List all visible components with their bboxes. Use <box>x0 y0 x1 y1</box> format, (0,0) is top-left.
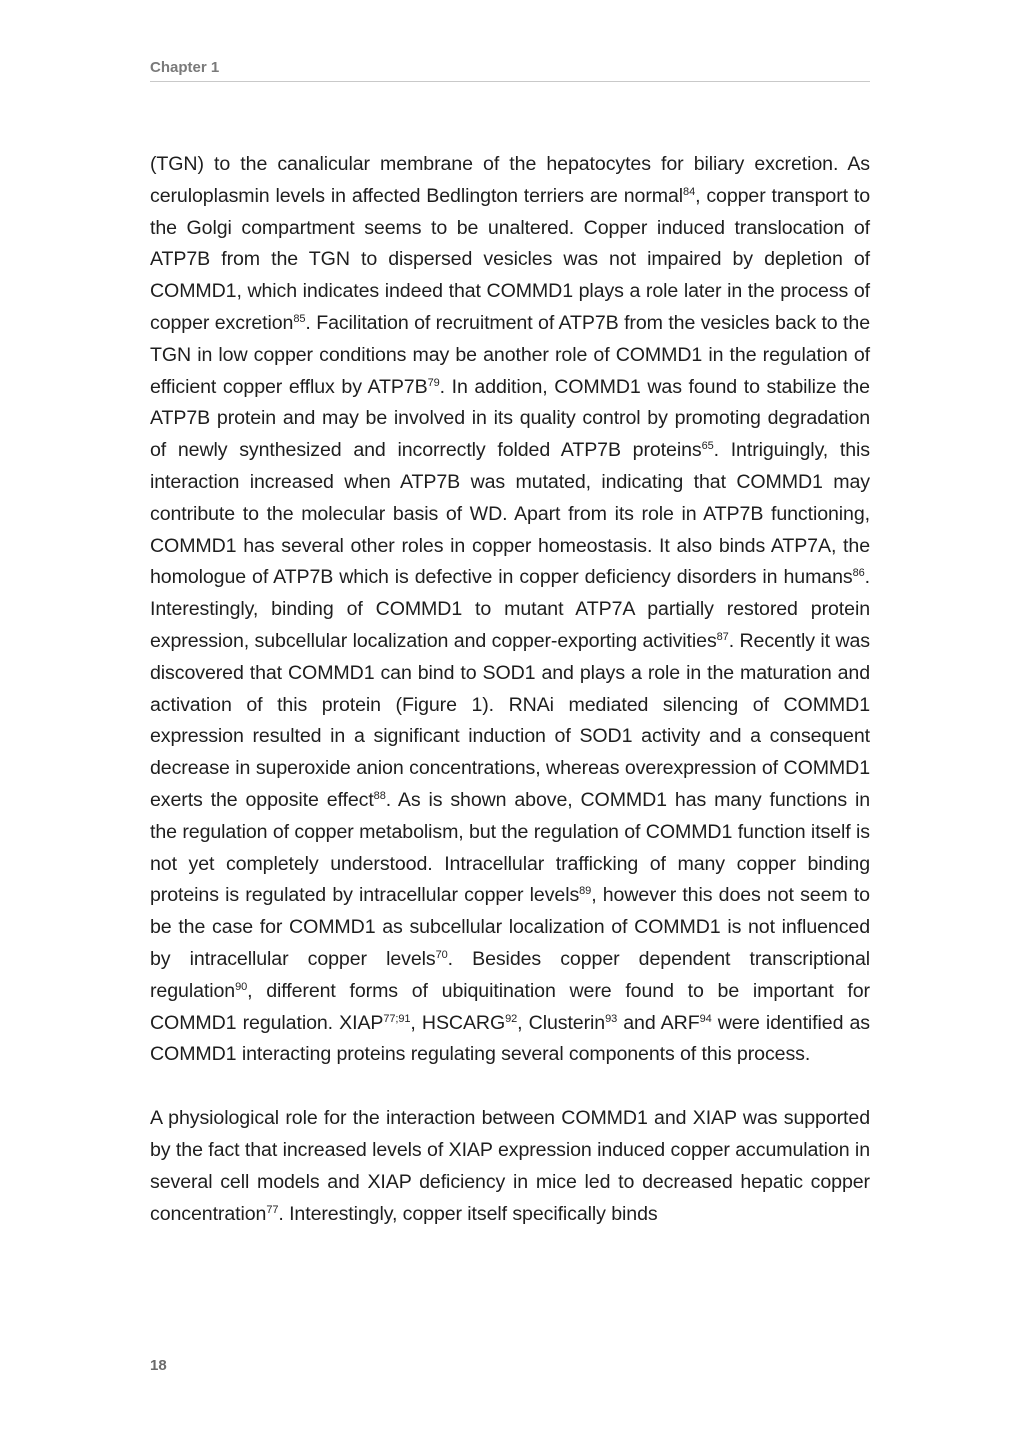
text-run: , different forms of ubiquitination were found to be important for COMMD1 regulation. XIAP <box>150 979 870 1034</box>
citation-ref: 79 <box>427 376 440 389</box>
text-run: . Recently it was discovered that COMMD1 can bind to SOD1 and plays a role in the maturation and activation of this protein (Figure 1). RNAi mediated silencing of COMMD1 expression resulted in a significant induction of SOD1 activity and a consequent decrease in superoxide anion concentrations, whereas overexpression of COMMD1 exerts the opposite effect <box>150 629 870 811</box>
text-run: , copper transport to the Golgi compartment seems to be unaltered. Copper induced translocation of ATP7B from the TGN to dispersed vesicles was not impaired by depletion of COMMD1, which indicates indeed that COMMD1 plays a role later in the process of copper excretion <box>150 184 871 334</box>
citation-ref: 77 <box>266 1203 279 1216</box>
citation-ref: 84 <box>683 185 696 198</box>
text-run: , HSCARG <box>410 1011 506 1034</box>
citation-ref: 88 <box>373 789 386 802</box>
text-run: . Interestingly, copper itself specifically binds <box>278 1202 658 1225</box>
citation-ref: 65 <box>701 440 714 453</box>
citation-ref: 85 <box>293 312 306 325</box>
paragraph <box>150 1103 870 1230</box>
text-run: and ARF <box>617 1011 700 1034</box>
header-rule <box>150 81 870 82</box>
text-run: . Facilitation of recruitment of ATP7B from the vesicles back to the TGN in low copper conditions may be another role of COMMD1 in the regulation of efficient copper efflux by ATP7B <box>150 311 870 398</box>
citation-ref: 94 <box>699 1012 712 1025</box>
text-run: . Intriguingly, this interaction increased when ATP7B was mutated, indicating that COMMD1 may contribute to the molecular basis of WD. Apart from its role in ATP7B functioning, COMMD1 has several other roles in copper homeostasis. It also binds ATP7A, the homologue of ATP7B which is defective in copper deficiency disorders in humans <box>150 439 870 589</box>
text-run: (TGN) to the canalicular membrane of the hepatocytes for biliary excretion. As ceruloplasmin levels in affected Bedlington terriers are normal <box>150 153 870 207</box>
paragraph <box>150 149 870 1071</box>
citation-ref: 87 <box>716 630 729 643</box>
citation-ref: 89 <box>579 885 592 898</box>
citation-ref: 77;91 <box>383 1012 411 1025</box>
text-run: , Clusterin <box>517 1011 606 1034</box>
text-run: were identified as COMMD1 interacting proteins regulating several components of this process. <box>150 1011 870 1066</box>
text-run: , however this does not seem to be the case for COMMD1 as subcellular localization of COMMD1 is not influenced by intracellular copper levels <box>150 884 870 970</box>
body-text <box>150 149 870 1230</box>
text-run: . In addition, COMMD1 was found to stabilize the ATP7B protein and may be involved in its quality control by promoting degradation of newly synthesized and incorrectly folded ATP7B proteins <box>150 375 870 462</box>
citation-ref: 70 <box>435 948 448 961</box>
text-run: . Interestingly, binding of COMMD1 to mutant ATP7A partially restored protein expression, subcellular localization and copper-exporting activities <box>150 566 870 652</box>
text-run: . As is shown above, COMMD1 has many functions in the regulation of copper metabolism, but the regulation of COMMD1 function itself is not yet completely understood. Intracellular trafficking of many copper binding proteins is regulated by intracellular copper levels <box>150 788 870 907</box>
page-number: 18 <box>150 1357 167 1374</box>
citation-ref: 86 <box>852 567 865 580</box>
citation-ref: 90 <box>235 980 248 993</box>
text-run: A physiological role for the interaction between COMMD1 and XIAP was supported by the fact that increased levels of XIAP expression induced copper accumulation in several cell models and XIAP deficiency in mice led to decreased hepatic copper concentration <box>150 1107 870 1225</box>
running-head-chapter: Chapter 1 <box>150 59 220 76</box>
citation-ref: 92 <box>505 1012 518 1025</box>
citation-ref: 93 <box>605 1012 618 1025</box>
text-run: . Besides copper dependent transcriptional regulation <box>150 947 870 1002</box>
